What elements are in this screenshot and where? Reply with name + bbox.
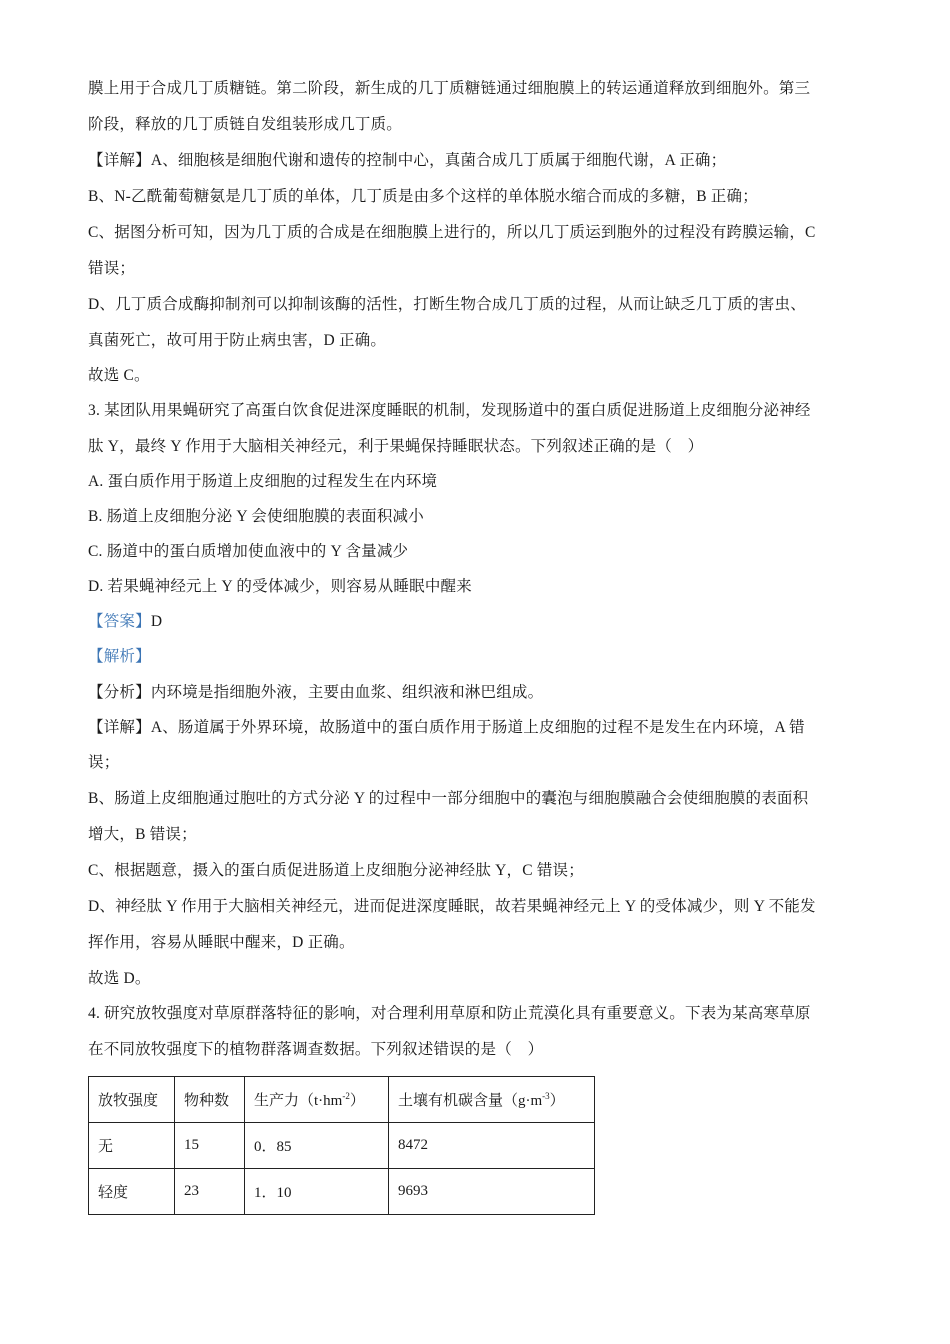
option-d: D. 若果蝇神经元上 Y 的受体减少，则容易从睡眠中醒来 — [88, 578, 472, 595]
fenxi-label: 【分析】 — [88, 684, 151, 701]
table-cell: 8472 — [389, 1123, 595, 1169]
question-3-stem-cont: 肽 Y，最终 Y 作用于大脑相关神经元，利于果蝇保持睡眠状态。下列叙述正确的是（ ） — [88, 438, 704, 455]
detail-text-line: D、几丁质合成酶抑制剂可以抑制该酶的活性，打断生物合成几丁质的过程，从而让缺乏几丁质的害虫、 — [88, 296, 806, 313]
detail-text: A、细胞核是细胞代谢和遗传的控制中心，真菌合成几丁质属于细胞代谢，A 正确； — [150, 152, 727, 169]
option-b: B. 肠道上皮细胞分泌 Y 会使细胞膜的表面积减小 — [88, 508, 424, 525]
question-4-stem: 4. 研究放牧强度对草原群落特征的影响，对合理利用草原和防止荒漠化具有重要意义。下表为某高寒草原 — [88, 1005, 811, 1022]
detail-text-line: 增大，B 错误； — [88, 826, 197, 843]
table-cell: 9693 — [389, 1169, 595, 1215]
answer-value: D — [150, 613, 163, 630]
header-cell: 放牧强度 — [89, 1077, 175, 1123]
grazing-data-table — [88, 1076, 595, 1215]
detail-text: A、肠道属于外界环境，故肠道中的蛋白质作用于肠道上皮细胞的过程不是发生在内环境，A 错 — [150, 719, 805, 736]
detail-text-line: D、神经肽 Y 作用于大脑相关神经元，进而促进深度睡眠，故若果蝇神经元上 Y 的受体减少，则 Y 不能发 — [88, 898, 816, 915]
option-c: C. 肠道中的蛋白质增加使血液中的 Y 含量减少 — [88, 543, 409, 560]
detail-text-line: B、肠道上皮细胞通过胞吐的方式分泌 Y 的过程中一部分细胞中的囊泡与细胞膜融合会使细胞膜的表面积 — [88, 790, 809, 807]
table-header-row — [89, 1077, 595, 1123]
answer-label: 【答案】 — [88, 613, 151, 630]
fenxi-text: 内环境是指细胞外液，主要由血浆、组织液和淋巴组成。 — [150, 684, 544, 701]
detail-text-line: C、根据题意，摄入的蛋白质促进肠道上皮细胞分泌神经肽 Y，C 错误； — [88, 862, 584, 879]
detail-text-line: 真菌死亡，故可用于防止病虫害，D 正确。 — [88, 332, 387, 349]
analysis-text-line: 阶段，释放的几丁质链自发组装形成几丁质。 — [88, 116, 403, 133]
header-cell: 生产力$(t\cdot hm^{-2})$ — [245, 1077, 389, 1123]
detail-text-line: 误； — [88, 754, 120, 771]
detail-text-line: B、N-乙酰葡萄糖氨是几丁质的单体，几丁质是由多个这样的单体脱水缩合而成的多糖，B 正确； — [88, 188, 758, 205]
fenxi-paragraph — [88, 682, 543, 704]
detail-paragraph — [88, 717, 805, 739]
option-a: A. 蛋白质作用于肠道上皮细胞的过程发生在内环境 — [88, 473, 438, 490]
table-cell: 1．10 — [245, 1169, 389, 1215]
analysis-label: 【解析】 — [88, 648, 151, 665]
detail-label: 【详解】 — [88, 152, 151, 169]
answer-row — [88, 611, 162, 633]
question-4-stem-cont: 在不同放牧强度下的植物群落调查数据。下列叙述错误的是（ ） — [88, 1041, 544, 1058]
detail-label: 【详解】 — [88, 719, 151, 736]
question-3-stem: 3. 某团队用果蝇研究了高蛋白饮食促进深度睡眠的机制，发现肠道中的蛋白质促进肠道上皮细胞分泌神经 — [88, 402, 811, 419]
detail-paragraph — [88, 150, 726, 172]
table-cell: 15 — [175, 1123, 245, 1169]
header-cell: 物种数 — [175, 1077, 245, 1123]
detail-text-line: 挥作用，容易从睡眠中醒来，D 正确。 — [88, 934, 355, 951]
table-cell: 无 — [89, 1123, 175, 1169]
table-cell: 0．85 — [245, 1123, 389, 1169]
table-cell: 轻度 — [89, 1169, 175, 1215]
header-cell: 土壤有机碳含量$(g\cdot m^{-3})$ — [389, 1077, 595, 1123]
table-cell: 23 — [175, 1169, 245, 1215]
analysis-text-line: 膜上用于合成几丁质糖链。第二阶段，新生成的几丁质糖链通过细胞膜上的转运通道释放到细胞外。第三 — [88, 80, 811, 97]
detail-text-line: C、据图分析可知，因为几丁质的合成是在细胞膜上进行的，所以几丁质运到胞外的过程没有跨膜运输，C — [88, 224, 816, 241]
conclusion-text: 故选 D。 — [88, 970, 151, 987]
detail-text-line: 错误； — [88, 260, 136, 277]
table-row — [89, 1123, 595, 1169]
table-row — [89, 1169, 595, 1215]
conclusion-text: 故选 C。 — [88, 367, 150, 384]
